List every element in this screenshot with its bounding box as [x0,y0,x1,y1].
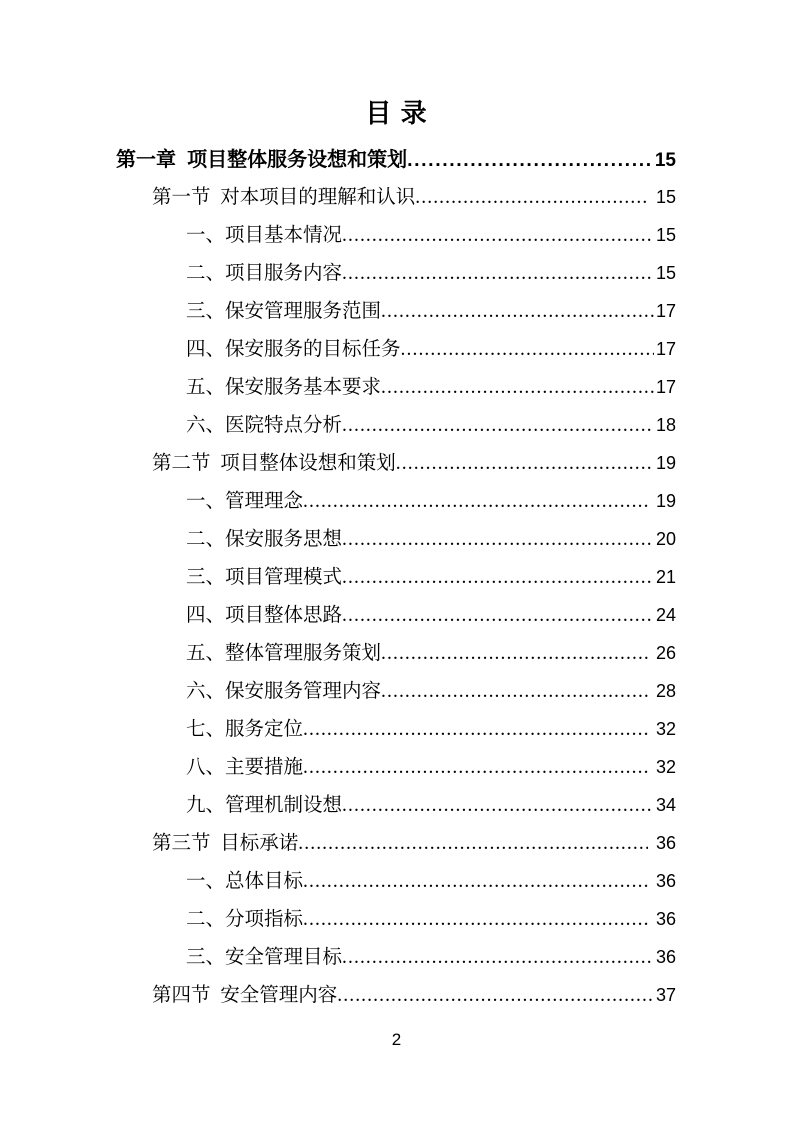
toc-entry-page-number: 24 [655,605,676,625]
toc-dot-leader [342,226,654,246]
toc-entry-page-number: 17 [655,301,676,321]
toc-entry-label: 五、整体管理服务策划 [186,643,382,664]
toc-entry[interactable] [0,523,793,561]
toc-dot-leader [415,188,648,208]
toc-entry-label: 八、主要措施 [186,757,304,778]
toc-entry[interactable] [0,637,793,675]
toc-entry-label: 第二节 项目整体设想和策划 [152,453,396,474]
toc-entry-label: 二、分项指标 [186,909,304,930]
toc-entry-page-number: 15 [655,187,676,207]
page-number: 2 [391,1030,402,1049]
toc-entry-page-number: 19 [655,491,676,511]
toc-entry-page-number: 15 [655,225,676,245]
toc-entry-label: 七、服务定位 [186,719,304,740]
toc-entry[interactable] [0,827,793,865]
toc-dot-leader [342,606,654,626]
toc-entry-page-number: 36 [655,909,676,929]
toc-entry-label: 一、项目基本情况 [186,225,343,246]
toc-entry-label: 第四节 安全管理内容 [152,985,338,1006]
toc-entry-page-number: 21 [655,567,676,587]
toc-dot-leader [381,644,648,664]
toc-entry[interactable] [0,675,793,713]
toc-dot-leader [401,340,654,360]
toc-dot-leader [342,796,654,816]
toc-entry-label: 三、项目管理模式 [186,567,343,588]
toc-entry-label: 第一章 项目整体服务设想和策划 [116,149,408,171]
toc-entry[interactable] [0,789,793,827]
toc-entry[interactable] [0,941,793,979]
toc-dot-leader [303,910,648,930]
toc-entry-page-number: 17 [655,339,676,359]
toc-entry-label: 二、保安服务思想 [186,529,343,550]
toc-entry-page-number: 17 [655,377,676,397]
toc-entry-label: 一、管理理念 [186,491,304,512]
toc-entry[interactable] [0,371,793,409]
toc-dot-leader [337,986,654,1006]
toc-entry[interactable] [0,219,793,257]
toc-entry[interactable] [0,143,793,181]
toc-entry-page-number: 20 [655,529,676,549]
toc-dot-leader [342,568,654,588]
toc-dot-leader [303,758,648,778]
toc-entry-page-number: 26 [655,643,676,663]
toc-dot-leader [342,948,654,968]
toc-dot-leader [303,872,648,892]
toc-entry[interactable] [0,599,793,637]
toc-entry-page-number: 32 [655,757,676,777]
toc-entry-label: 四、保安服务的目标任务 [186,339,401,360]
toc-entry-label: 二、项目服务内容 [186,263,343,284]
toc-entry-label: 六、医院特点分析 [186,415,343,436]
toc-entry-label: 三、保安管理服务范围 [186,301,382,322]
toc-entry-page-number: 19 [655,453,676,473]
toc-entry-label: 第三节 目标承诺 [152,833,299,854]
toc-entry-page-number: 18 [655,415,676,435]
toc-dot-leader [381,378,654,398]
toc-entry-label: 五、保安服务基本要求 [186,377,382,398]
toc-dot-leader [381,302,654,322]
toc-entry[interactable] [0,181,793,219]
toc-dot-leader [342,264,654,284]
toc-entry-label: 九、管理机制设想 [186,795,343,816]
toc-dot-leader [303,720,648,740]
toc-entry-page-number: 34 [655,795,676,815]
toc-entry-page-number: 37 [655,985,676,1005]
toc-entry[interactable] [0,713,793,751]
toc-entry-page-number: 28 [655,681,676,701]
toc-entry[interactable] [0,409,793,447]
toc-entry-label: 三、安全管理目标 [186,947,343,968]
toc-entry-label: 六、保安服务管理内容 [186,681,382,702]
toc-entry[interactable] [0,485,793,523]
toc-entry-page-number: 36 [655,833,676,853]
toc-dot-leader [342,416,654,436]
toc-entry-page-number: 15 [655,263,676,283]
toc-entry[interactable] [0,903,793,941]
toc-entry[interactable] [0,865,793,903]
toc-entry-page-number: 32 [655,719,676,739]
toc-entry[interactable] [0,561,793,599]
toc-entry-page-number: 36 [655,871,676,891]
toc-entry[interactable] [0,257,793,295]
toc-dot-leader [381,682,648,702]
toc-entry[interactable] [0,979,793,1017]
toc-entry-page-number: 36 [655,947,676,967]
toc-entry[interactable] [0,333,793,371]
toc-entry[interactable] [0,751,793,789]
toc-dot-leader [303,492,648,512]
table-of-contents [0,143,793,1017]
toc-dot-leader [298,834,648,854]
toc-dot-leader [396,454,654,474]
toc-dot-leader [342,530,654,550]
toc-dot-leader [407,151,654,171]
toc-entry-label: 第一节 对本项目的理解和认识 [152,187,416,208]
toc-entry-label: 四、项目整体思路 [186,605,343,626]
toc-entry[interactable] [0,447,793,485]
toc-entry[interactable] [0,295,793,333]
page-title: 目 录 [365,98,428,128]
toc-entry-label: 一、总体目标 [186,871,304,892]
toc-entry-page-number: 15 [654,150,676,171]
